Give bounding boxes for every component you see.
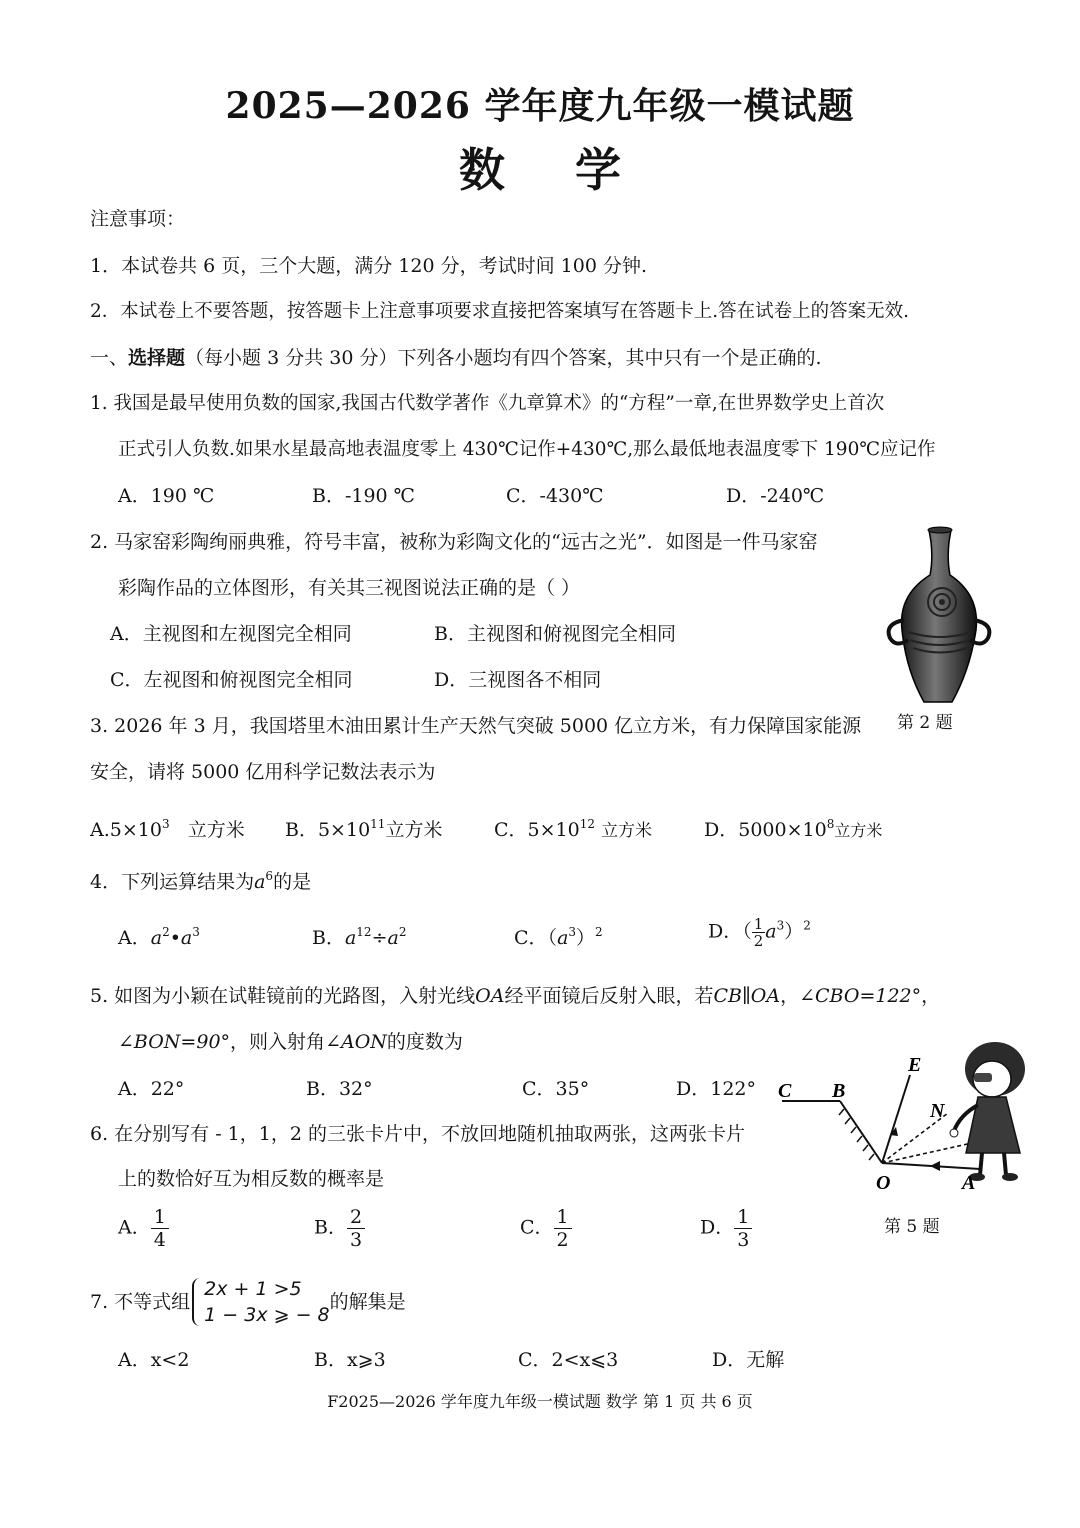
- q4-var: a: [254, 871, 266, 893]
- q3-option-b[interactable]: [285, 818, 442, 842]
- q7-suffix: 的解集是: [329, 1291, 406, 1313]
- q5-tail: ，: [921, 985, 941, 1007]
- q6-d-label: D．: [700, 1216, 735, 1239]
- q6-c-label: C．: [520, 1216, 554, 1239]
- q6-a-den: 4: [153, 1229, 166, 1251]
- q2-figure-caption: 第 2 题: [897, 713, 953, 733]
- q6-c-den: 2: [556, 1229, 569, 1251]
- label-o: O: [876, 1172, 891, 1194]
- q2-line1: 2. 马家窑彩陶绚丽典雅，符号丰富，被称为彩陶文化的“远古之光”．如图是一件马家窑: [90, 531, 818, 553]
- q6-a-fraction: [151, 1206, 169, 1251]
- q5-option-a[interactable]: A．22°: [118, 1078, 185, 1100]
- q6-option-c[interactable]: [520, 1206, 572, 1251]
- page-footer: F2025—2026 学年度九年级一模试题 数学 第 1 页 共 6 页: [327, 1392, 753, 1411]
- q4-a-b1: a: [150, 927, 163, 949]
- q5-figure-caption: 第 5 题: [884, 1217, 940, 1237]
- q2-option-b[interactable]: B．主视图和俯视图完全相同: [434, 623, 676, 645]
- q4-b-op: ÷: [371, 927, 388, 949]
- incident-ray-arrow: [930, 1161, 940, 1171]
- q6-c-fraction: [554, 1206, 572, 1251]
- q6-line2: 上的数恰好互为相反数的概率是: [118, 1168, 385, 1190]
- q3-c-label: C．: [494, 819, 528, 841]
- q4-d-outer: 2: [803, 918, 811, 933]
- q6-option-a[interactable]: [118, 1206, 169, 1251]
- q7-option-d[interactable]: D．无解: [712, 1349, 785, 1371]
- light-path-figure: [770, 1035, 1060, 1195]
- label-a: A: [962, 1172, 976, 1194]
- q6-b-num: 2: [347, 1206, 365, 1229]
- q3-b-base: 5×10: [317, 819, 371, 841]
- q4-stem: [90, 870, 311, 894]
- q4-c-close: ）: [576, 927, 596, 949]
- q3-line2: 安全，请将 5000 亿用科学记数法表示为: [90, 761, 436, 783]
- q5-line1b: 经平面镜后反射入眼，若: [504, 985, 714, 1007]
- q5-line1a: 5. 如图为小颖在试鞋镜前的光路图，入射光线: [90, 985, 476, 1007]
- label-n: N: [930, 1100, 945, 1122]
- q4-c-open: （: [547, 927, 558, 949]
- notice-heading: 注意事项：: [90, 208, 186, 230]
- q1-option-b[interactable]: B．-190 ℃: [312, 485, 415, 507]
- q3-d-base: 5000×10: [738, 819, 827, 841]
- q4-b-e1: 12: [356, 925, 372, 939]
- q5-option-d[interactable]: D．122°: [676, 1078, 756, 1100]
- q6-b-fraction: [347, 1206, 365, 1251]
- q6-d-den: 3: [737, 1229, 750, 1251]
- section-heading: [90, 346, 822, 370]
- q3-c-base: 5×10: [527, 819, 580, 841]
- q7-prefix: 7. 不等式组: [90, 1291, 191, 1313]
- q4-option-a[interactable]: [118, 926, 200, 950]
- q7-option-a[interactable]: A．x<2: [118, 1349, 190, 1371]
- q2-line2: 彩陶作品的立体图形，有关其三视图说法正确的是（ ）: [118, 577, 581, 599]
- q4-a-label: A．: [118, 927, 151, 949]
- q6-a-label: A．: [118, 1216, 151, 1239]
- q4-d-open: （: [742, 920, 752, 943]
- q3-option-c[interactable]: [494, 818, 652, 843]
- q4-d-num: 1: [753, 915, 764, 933]
- section-desc: （每小题 3 分共 30 分）下列各小题均有四个答案，其中只有一个是正确的.: [185, 347, 822, 369]
- pottery-vase-figure: [880, 520, 1000, 710]
- q1-option-d[interactable]: D．-240℃: [726, 485, 825, 507]
- q4-b-b1: a: [344, 927, 357, 949]
- q4-d-fraction: [752, 916, 766, 949]
- q6-line1: 6. 在分别写有 - 1，1，2 的三张卡片中，不放回地随机抽取两张，这两张卡片: [90, 1123, 745, 1145]
- label-c: C: [778, 1080, 792, 1102]
- q4-suffix: 的是: [273, 871, 312, 893]
- q4-c-b: a: [557, 927, 569, 949]
- q7-stem: [90, 1276, 406, 1328]
- q4-b-b2: a: [387, 927, 399, 949]
- mirror-bo-line: [840, 1101, 882, 1163]
- q7-eq2: 1 − 3x ⩾ − 8: [204, 1304, 330, 1326]
- q3-d-label: D．: [704, 819, 739, 841]
- label-e: E: [908, 1054, 922, 1076]
- subject-title: 数学: [459, 143, 691, 197]
- q4-c-outer: 2: [595, 925, 603, 939]
- q5-line2c: ∠AON: [325, 1031, 387, 1053]
- q4-a-b2: a: [180, 927, 193, 949]
- q4-option-d[interactable]: [708, 916, 811, 949]
- girl-illustration: [950, 1042, 1025, 1181]
- q1-option-a[interactable]: A．190 ℃: [118, 485, 215, 507]
- q5-line1: [90, 984, 940, 1008]
- q3-a-unit: 立方米: [187, 819, 245, 841]
- notice-item-2: 2．本试卷上不要答题，按答题卡上注意事项要求直接把答案填写在答题卡上.答在试卷上的答案无效.: [90, 301, 910, 322]
- reflected-ray: [882, 1075, 910, 1163]
- q5-comma: ，: [780, 985, 800, 1007]
- q3-b-exp: 11: [370, 817, 386, 831]
- q6-b-label: B．: [314, 1216, 347, 1239]
- q3-d-unit: 立方米: [834, 821, 883, 840]
- q3-option-a[interactable]: [90, 818, 245, 842]
- q3-a-label: A.: [90, 819, 110, 841]
- q4-a-e2: 3: [192, 925, 200, 939]
- q7-eq1: 2x + 1 >5: [204, 1278, 302, 1300]
- q4-d-b: a: [765, 920, 777, 943]
- q4-a-op: •: [169, 927, 181, 949]
- q5-cond1: CB∥OA: [713, 985, 781, 1007]
- q5-cond2: ∠CBO=122°: [799, 985, 922, 1007]
- q4-c-e: 3: [568, 925, 577, 939]
- label-b: B: [832, 1080, 846, 1102]
- q3-option-d[interactable]: [704, 818, 882, 843]
- q4-b-e2: 2: [398, 925, 407, 939]
- q2-option-c[interactable]: C．左视图和俯视图完全相同: [110, 669, 353, 691]
- q7-option-c[interactable]: C．2<x⩽3: [518, 1349, 619, 1371]
- q6-c-num: 1: [554, 1206, 572, 1229]
- q4-d-label: D．: [708, 920, 743, 943]
- q6-d-num: 1: [734, 1206, 752, 1229]
- q4-d-den: 2: [753, 932, 764, 950]
- q5-line2d: 的度数为: [386, 1031, 463, 1053]
- q3-d-exp: 8: [826, 817, 835, 831]
- q4-d-e: 3: [776, 918, 785, 933]
- q4-option-c[interactable]: [514, 926, 603, 950]
- q3-b-label: B．: [285, 819, 318, 841]
- q4-c-label: C．: [514, 927, 548, 949]
- q4-option-b[interactable]: [312, 926, 406, 950]
- q3-c-unit: 立方米: [601, 821, 653, 841]
- q1-line1: 1. 我国是最早使用负数的国家,我国古代数学著作《九章算术》的“方程”一章,在世界数学史上首次: [90, 393, 885, 414]
- q5-line2b: ，则入射角: [230, 1031, 326, 1053]
- q3-b-unit: 立方米: [385, 819, 443, 841]
- q6-a-num: 1: [151, 1206, 169, 1229]
- q3-a-base: 5×10: [109, 819, 162, 841]
- q3-line1: 3. 2026 年 3 月，我国塔里木油田累计生产天然气突破 5000 亿立方米，有力保障国家能源: [90, 715, 862, 737]
- q7-inequality-system: [190, 1276, 329, 1328]
- exam-title: 2025—2026 学年度九年级一模试题: [225, 85, 855, 127]
- q3-a-exp: 3: [161, 817, 170, 831]
- q6-d-fraction: [734, 1206, 752, 1251]
- section-number: 一、: [90, 347, 129, 369]
- q4-d-close: ）: [784, 920, 804, 943]
- q4-b-label: B．: [312, 927, 345, 949]
- q5-option-c[interactable]: C．35°: [522, 1078, 590, 1100]
- q6-option-d[interactable]: [700, 1206, 752, 1251]
- mirror-hatching: [839, 1109, 874, 1160]
- notice-item-1: 1．本试卷共 6 页，三个大题，满分 120 分，考试时间 100 分钟.: [90, 255, 647, 277]
- q5-option-b[interactable]: B．32°: [306, 1078, 373, 1100]
- q1-line2: 正式引人负数.如果水星最高地表温度零上 430℃记作+430℃,那么最低地表温度零下 190℃应记作: [118, 439, 936, 460]
- q6-b-den: 3: [349, 1229, 363, 1251]
- q3-c-exp: 12: [579, 817, 596, 831]
- q4-a-e1: 2: [162, 925, 170, 939]
- q4-exp: 6: [265, 869, 274, 883]
- q5-line2: [118, 1030, 463, 1054]
- q2-option-a[interactable]: A．主视图和左视图完全相同: [110, 623, 352, 645]
- q4-prefix: 4．下列运算结果为: [90, 871, 255, 893]
- q7-option-b[interactable]: B．x⩾3: [314, 1349, 386, 1371]
- q5-oa: OA: [475, 985, 505, 1007]
- section-name: 选择题: [128, 347, 186, 369]
- q6-option-b[interactable]: [314, 1206, 365, 1251]
- q2-option-d[interactable]: D．三视图各不相同: [434, 669, 602, 691]
- q1-option-c[interactable]: C．-430℃: [506, 485, 604, 507]
- q5-line2a: ∠BON=90°: [118, 1031, 231, 1053]
